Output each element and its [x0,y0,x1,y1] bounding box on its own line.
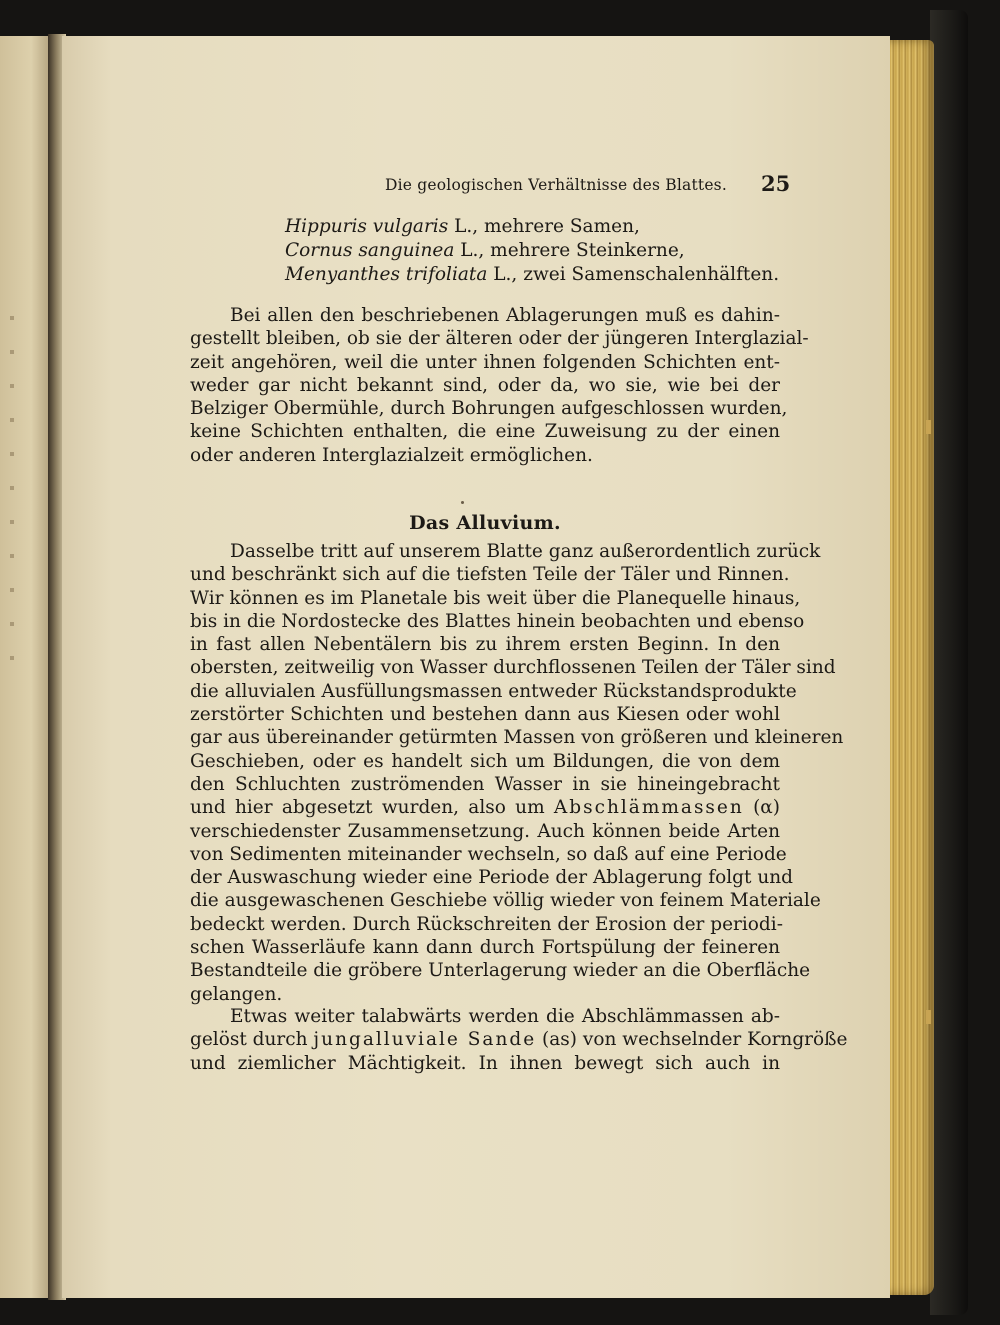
species-detail: L., mehrere Samen, [448,216,640,237]
text-run: gelöst durch [190,1029,314,1051]
text-line: schen Wasserläufe kann dann durch Fortspülung der feineren [190,937,780,959]
text-line: zeit angehören, weil die unter ihnen folgenden Schichten ent- [190,351,780,373]
text-run: (α) [743,797,781,819]
section-title: Das Alluvium. [409,512,561,534]
text-line [190,1028,848,1051]
text-line: Bei allen den beschriebenen Ablagerungen muß es dahin- [230,305,780,326]
text-line: den Schluchten zuströmenden Wasser in sie hineingebracht [190,773,780,795]
text-line: in fast allen Nebentälern bis zu ihrem ersten Beginn. In den [190,634,780,656]
facing-page-edge [0,36,52,1298]
species-name: Menyanthes trifoliata [285,264,488,285]
text-line: bis in die Nordostecke des Blattes hinein beobachten und ebenso [190,610,805,632]
species-detail: L., mehrere Steinkerne, [454,240,685,261]
paragraph-interglacial [190,304,809,467]
binding-mark [926,1010,931,1024]
species-entry [285,216,640,237]
text-line: bedeckt werden. Durch Rückschreiten der Erosion der periodi- [190,913,783,935]
text-line: gestellt bleiben, ob sie der älteren oder der jüngeren Interglazial- [190,328,809,350]
book-page [62,36,890,1298]
spaced-term: jungalluviale Sande [313,1029,537,1051]
print-speck [461,501,464,504]
text-line: zerstörter Schichten und bestehen dann aus Kiesen oder wohl [190,704,780,726]
paragraph-alluvium [190,540,844,1006]
binding-mark [926,420,931,434]
text-line: die alluvialen Ausfüllungsmassen entweder Rückstandsprodukte [190,680,797,702]
page-edge-stack [884,40,934,1295]
species-name: Cornus sanguinea [285,240,455,261]
text-line: die ausgewaschenen Geschiebe völlig wieder von feinem Materiale [190,890,821,912]
text-run: und hier abgesetzt wurden, also um [190,797,554,819]
text-line: verschiedenster Zusammensetzung. Auch können beide Arten [190,820,780,842]
text-line: gar aus übereinander getürmten Massen von größeren und kleineren [190,727,844,749]
text-line: Bestandteile die gröbere Unterlagerung wieder an die Oberfläche [190,960,811,982]
text-line: und beschränkt sich auf die tiefsten Teile der Täler und Rinnen. [190,564,790,586]
species-entry [285,240,685,261]
text-line: Belziger Obermühle, durch Bohrungen aufgeschlossen wurden, [190,398,788,420]
text-line: weder gar nicht bekannt sind, oder da, wo sie, wie bei der [190,374,780,396]
text-line: Wir können es im Planetale bis weit über die Planequelle hinaus, [190,587,801,609]
book-binding [930,10,968,1315]
species-detail: L., zwei Samenschalenhälften. [487,264,780,285]
text-line: Dasselbe tritt auf unserem Blatte ganz außerordentlich zurück [230,541,821,562]
text-line: Etwas weiter talabwärts werden die Abschlämmassen ab- [230,1006,780,1027]
text-line: Geschieben, oder es handelt sich um Bildungen, die von dem [190,750,780,772]
species-entry [285,264,779,285]
text-run: (as) von wechselnder Korngröße [536,1029,848,1051]
page-number: 25 [761,171,791,196]
text-line: gelangen. [190,983,283,1005]
running-head: Die geologischen Verhältnisse des Blattes. [385,176,727,194]
text-line: und ziemlicher Mächtigkeit. In ihnen bewegt sich auch in [190,1052,780,1074]
text-line: von Sedimenten miteinander wechseln, so daß auf eine Periode [190,843,787,865]
page-flecks [10,286,14,686]
species-name: Hippuris vulgaris [285,216,449,237]
spaced-term: Abschlämmassen [553,797,744,819]
text-line: der Auswaschung wieder eine Periode der Ablagerung folgt und [190,867,794,889]
text-line: keine Schichten enthalten, die eine Zuweisung zu der einen [190,421,780,443]
text-line: oder anderen Interglazialzeit ermöglichen. [190,444,593,466]
text-line [190,796,780,819]
text-line: obersten, zeitweilig von Wasser durchflossenen Teilen der Täler sind [190,657,836,679]
paragraph-sands [190,1005,848,1075]
